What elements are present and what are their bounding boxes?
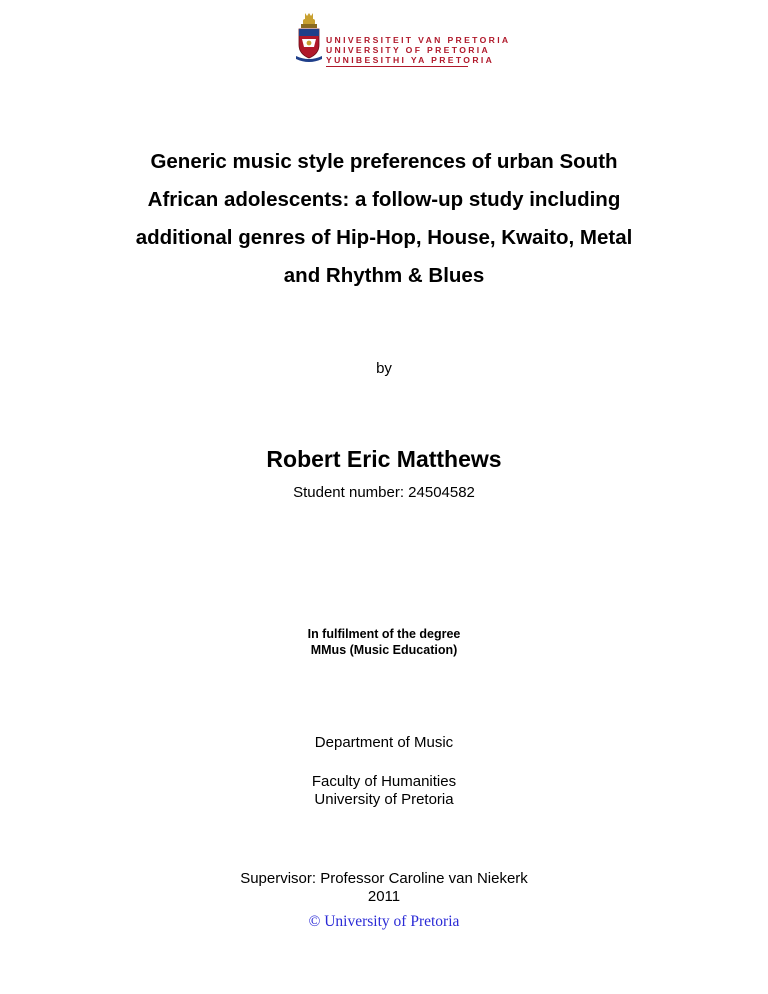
thesis-title-line: Generic music style preferences of urban South xyxy=(150,150,618,173)
university-crest-icon xyxy=(296,12,322,62)
thesis-title-line: and Rhythm & Blues xyxy=(283,264,485,287)
degree-fulfilment xyxy=(0,626,768,658)
university-name-english: UNIVERSITY OF PRETORIA xyxy=(326,45,491,56)
thesis-title xyxy=(100,143,668,295)
degree-name: MMus (Music Education) xyxy=(310,643,458,657)
institution-name: University of Pretoria xyxy=(314,791,454,808)
university-name xyxy=(326,35,511,67)
department: Department of Music xyxy=(314,734,454,751)
university-name-rule xyxy=(326,66,468,67)
university-logo xyxy=(296,12,511,66)
university-name-afrikaans: UNIVERSITEIT VAN PRETORIA xyxy=(326,35,511,45)
thesis-title-line: additional genres of Hip-Hop, House, Kwaito, Metal xyxy=(135,226,633,249)
faculty-name: Faculty of Humanities xyxy=(311,773,457,790)
thesis-title-line: African adolescents: a follow-up study including xyxy=(147,188,621,211)
university-name-sepedi: YUNIBESITHI YA PRETORIA xyxy=(326,55,495,66)
fulfilment-line: In fulfilment of the degree xyxy=(307,627,461,641)
supervisor-block xyxy=(0,870,768,906)
by-label: by xyxy=(376,360,392,377)
copyright-notice: © University of Pretoria xyxy=(308,913,460,930)
student-number: Student number: 24504582 xyxy=(293,484,475,501)
supervisor-name: Supervisor: Professor Caroline van Niekerk xyxy=(240,870,528,887)
submission-year: 2011 xyxy=(367,888,401,905)
faculty-block xyxy=(0,773,768,809)
author-name: Robert Eric Matthews xyxy=(266,446,502,472)
